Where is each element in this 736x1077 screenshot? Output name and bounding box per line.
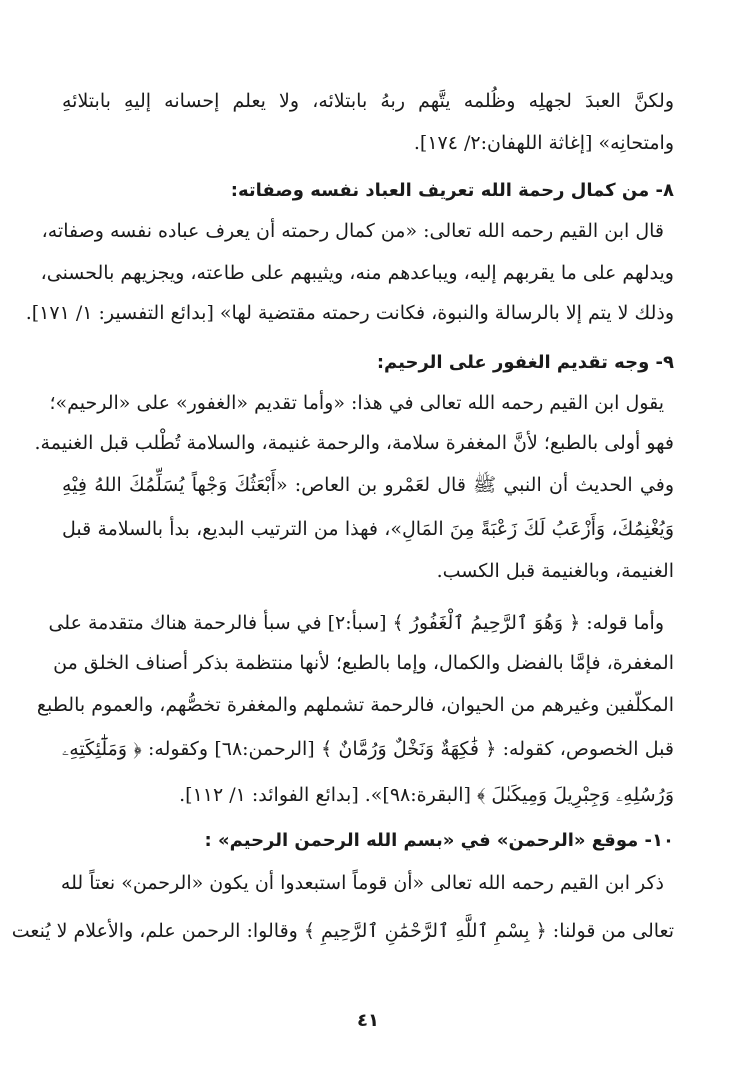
paragraph-1-line-2: وامتحانِه» [إغاثة اللهفان:٢/ ١٧٤]. xyxy=(413,132,674,154)
paragraph-4-line-4: قبل الخصوص، كقوله: ﴿ فَٰكِهَةٌ وَنَخْلٌ وَرُمَّانٌ ﴾ [الرحمن:٦٨] وكقوله: ﴿ وَمَلَٰٓئِكَتِهِۦ xyxy=(62,738,674,760)
paragraph-4-line-3: المكلّفين وغيرهم من الحيوان، فالرحمة تشملهم والمغفرة تخصُّهم، والعموم بالطبع xyxy=(36,694,674,716)
paragraph-4-line-5: وَرُسُلِهِۦ وَجِبْرِيلَ وَمِيكَىٰلَ ﴾ [البقرة:٩٨]». [بدائع الفوائد: ١/ ١١٢]. xyxy=(179,784,674,806)
section-heading-9: ٩- وجه تقديم الغفور على الرحيم: xyxy=(376,352,674,373)
section-heading-8: ٨- من كمال رحمة الله تعريف العباد نفسه وصفاته: xyxy=(230,180,674,201)
section-heading-10: ١٠- موقع «الرحمن» في «بسم الله الرحمن الرحيم» : xyxy=(204,830,674,851)
paragraph-3-line-3: وفي الحديث أن النبي ﷺ قال لعَمْرو بن العاص: «أَبْعَثُكَ وَجْهاً يُسَلِّمُكَ اللهُ فِيْهِ xyxy=(62,474,674,496)
paragraph-3-line-2: فهو أولى بالطبع؛ لأنَّ المغفرة سلامة، والرحمة غنيمة، والسلامة تُطْلب قبل الغنيمة. xyxy=(34,432,674,454)
paragraph-3-line-5: الغنيمة، وبالغنيمة قبل الكسب. xyxy=(436,560,674,582)
page-number: ٤١ xyxy=(357,1010,379,1031)
paragraph-4-line-2: المغفرة، فإمَّا بالفضل والكمال، وإما بالطبع؛ لأنها منتظمة بذكر أصناف الخلق من xyxy=(53,652,674,674)
paragraph-2-line-1: قال ابن القيم رحمه الله تعالى: «من كمال رحمته أن يعرف عباده نفسه وصفاته، xyxy=(41,220,664,242)
paragraph-2-line-3: وذلك لا يتم إلا بالرسالة والنبوة، فكانت رحمته مقتضية لها» [بدائع التفسير: ١/ ١٧١]. xyxy=(25,302,674,324)
paragraph-3-line-4: وَيُغْنِمُكَ، وَأَزْعَبُ لَكَ زَعْبَةً مِنَ المَالِ»، فهذا من الترتيب البديع، بدأ بالسلامة قبل xyxy=(62,518,674,540)
paragraph-1-line-1: ولكنَّ العبدَ لجهلِه وظُلمه يتَّهم ربهُ بابتلائه، ولا يعلم إحسانه إليهِ بابتلائهِ xyxy=(62,90,674,112)
paragraph-2-line-2: ويدلهم على ما يقربهم إليه، ويباعدهم منه، ويثيبهم على طاعته، ويجزيهم بالحسنى، xyxy=(40,262,674,284)
paragraph-4-line-1: وأما قوله: ﴿ وَهُوَ ٱلرَّحِيمُ ٱلْغَفُورُ ﴾ [سبأ:٢] في سبأ فالرحمة هناك متقدمة على xyxy=(48,612,664,634)
paragraph-5-line-2: تعالى من قولنا: ﴿ بِسْمِ ٱللَّهِ ٱلرَّحْمَٰنِ ٱلرَّحِيمِ ﴾ وقالوا: الرحمن علم، والأعلام لا يُنعت xyxy=(11,920,674,942)
paragraph-5-line-1: ذكر ابن القيم رحمه الله تعالى «أن قوماً استبعدوا أن يكون «الرحمن» نعتاً لله xyxy=(60,872,664,894)
paragraph-3-line-1: يقول ابن القيم رحمه الله تعالى في هذا: «وأما تقديم «الغفور» على «الرحيم»؛ xyxy=(49,392,664,414)
